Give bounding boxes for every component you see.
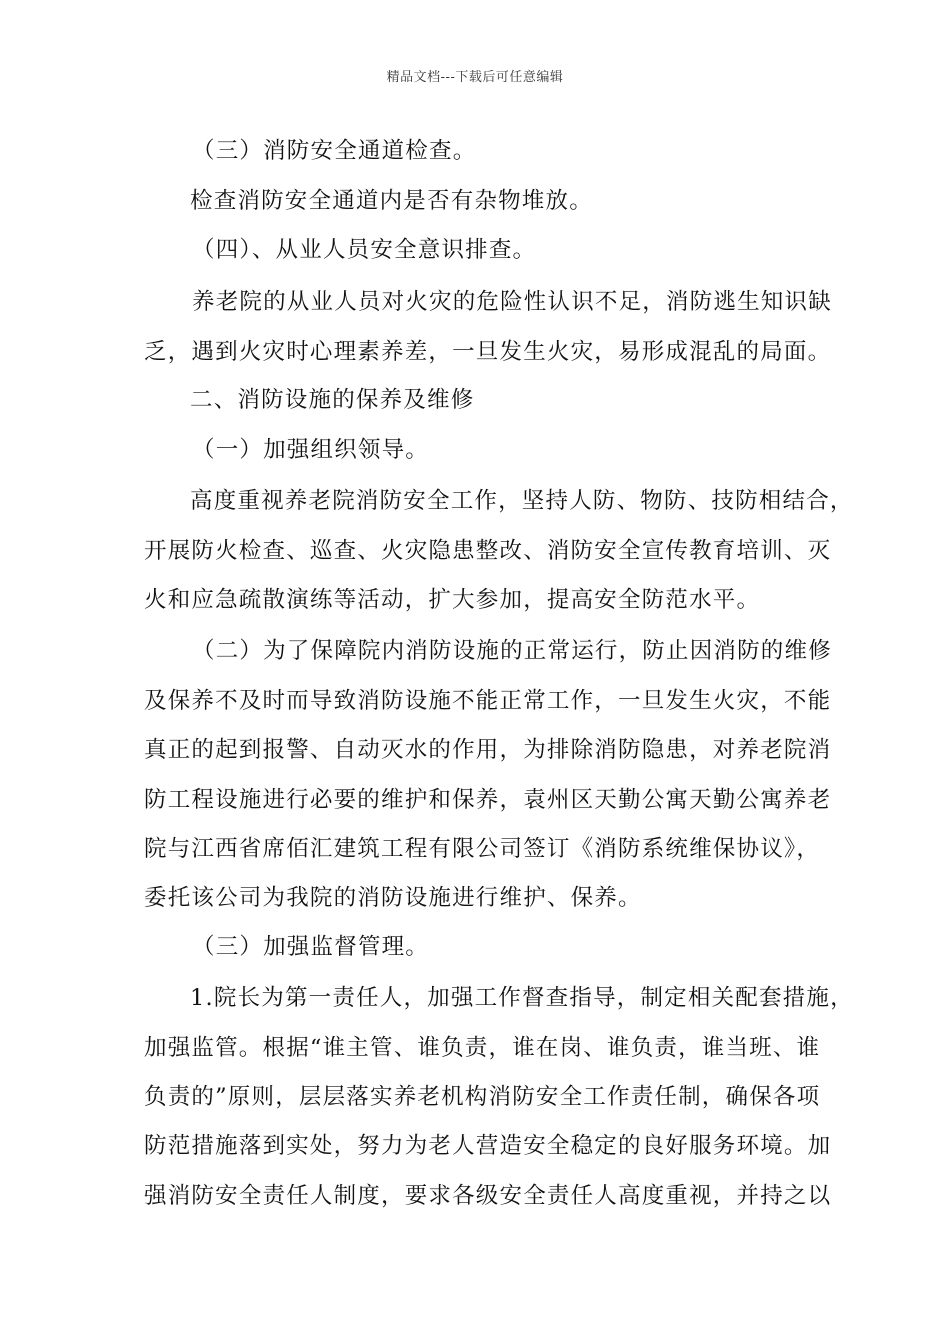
- subsection-heading: （一）加强组织领导。: [192, 437, 430, 463]
- text-line: 火和应急疏散演练等活动，扩大参加，提高安全防范水平。: [144, 587, 761, 613]
- text-line: （三）消防安全通道检查。: [192, 138, 477, 164]
- text-line: 检查消防安全通道内是否有杂物堆放。: [190, 188, 593, 214]
- text-line: 养老院的从业人员对火灾的危险性认识不足，消防逃生知识缺: [192, 289, 832, 315]
- text-line: 加强监管。根据“谁主管、谁负责，谁在岗、谁负责，谁当班、谁: [144, 1035, 821, 1061]
- text-line: 委托该公司为我院的消防设施进行维护、保养。: [144, 885, 642, 911]
- text-line: 防范措施落到实处，努力为老人营造安全稳定的良好服务环境。加: [144, 1133, 832, 1159]
- text-line: 1.院长为第一责任人，加强工作督查指导，制定相关配套措施，: [190, 985, 854, 1011]
- text-line: （四）、从业人员安全意识排查。: [192, 237, 537, 263]
- text-line: 真正的起到报警、自动灭水的作用，为排除消防隐患，对养老院消: [144, 737, 832, 763]
- text-line: 院与江西省席佰汇建筑工程有限公司签订《消防系统维保协议》，: [144, 836, 821, 862]
- text-line: 及保养不及时而导致消防设施不能正常工作，一旦发生火灾，不能: [144, 688, 832, 714]
- text-line: 防工程设施进行必要的维护和保养，袁州区天勤公寓天勤公寓养老: [144, 787, 832, 813]
- text-line: 强消防安全责任人制度，要求各级安全责任人高度重视，并持之以: [144, 1183, 832, 1209]
- text-line: 乏，遇到火灾时心理素养差，一旦发生火灾，易形成混乱的局面。: [144, 339, 832, 365]
- text-line: 高度重视养老院消防安全工作，坚持人防、物防、技防相结合，: [190, 488, 854, 514]
- subsection-heading: （三）加强监督管理。: [192, 934, 430, 960]
- text-line: 负责的”原则，层层落实养老机构消防安全工作责任制，确保各项: [144, 1084, 821, 1110]
- page-header: 精品文档---下载后可任意编辑: [386, 70, 564, 85]
- section-heading: 二、消防设施的保养及维修: [190, 387, 475, 413]
- text-line: （二）为了保障院内消防设施的正常运行，防止因消防的维修: [192, 638, 832, 664]
- text-line: 开展防火检查、巡查、火灾隐患整改、消防安全宣传教育培训、灭: [144, 538, 832, 564]
